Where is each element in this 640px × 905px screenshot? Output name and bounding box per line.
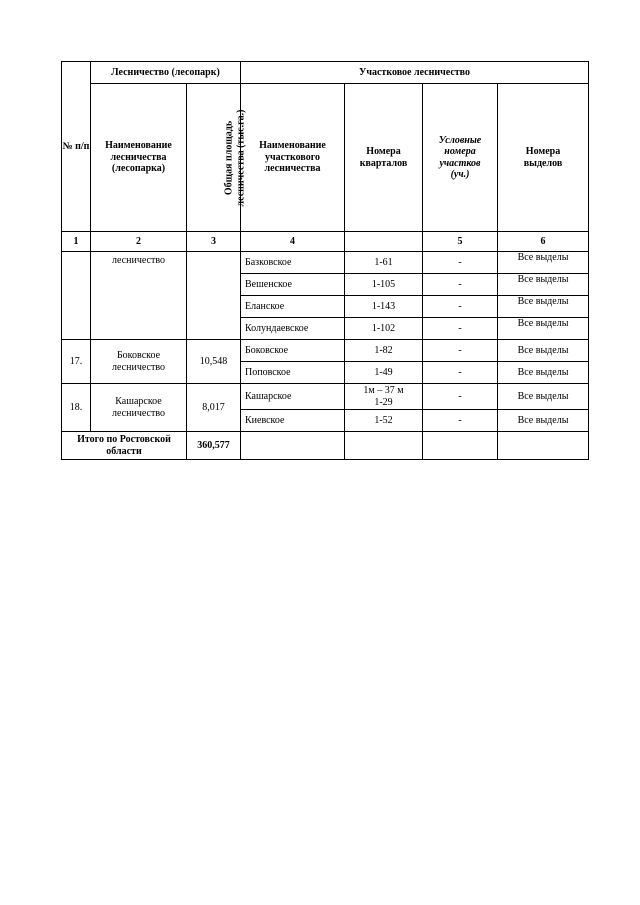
quarters-cell: 1-102 bbox=[345, 318, 423, 340]
conditional-cell: - bbox=[423, 410, 498, 432]
table-row bbox=[62, 340, 589, 362]
header-sections: Номера выделов bbox=[498, 84, 589, 232]
conditional-cell: - bbox=[423, 384, 498, 410]
quarters-line: 1м – 37 м bbox=[363, 385, 404, 396]
quarters-cell: 1-61 bbox=[345, 252, 423, 274]
district-name-cell: Базковское bbox=[241, 252, 345, 274]
header-quarters: Номера кварталов bbox=[345, 84, 423, 232]
column-number: 3 bbox=[187, 232, 241, 252]
empty-cell bbox=[498, 432, 589, 460]
column-number: 4 bbox=[241, 232, 345, 252]
header-total-area-line1: Общая площадь bbox=[223, 120, 235, 195]
forestry-name-cell: Кашарское лесничество bbox=[91, 384, 187, 432]
quarters-cell: 1-49 bbox=[345, 362, 423, 384]
total-label: Итого по Ростовской области bbox=[62, 432, 187, 460]
quarters-cell: 1-105 bbox=[345, 274, 423, 296]
forestry-area-cell: 8,017 bbox=[187, 384, 241, 432]
quarters-line: 1-29 bbox=[374, 396, 393, 408]
district-name-cell: Кашарское bbox=[241, 384, 345, 410]
table-row bbox=[62, 384, 589, 410]
column-number: 2 bbox=[91, 232, 187, 252]
sections-cell: Все выделы bbox=[498, 318, 589, 340]
conditional-cell: - bbox=[423, 274, 498, 296]
empty-cell bbox=[423, 432, 498, 460]
header-total-area-line2: лесничества (тыс.га.) bbox=[235, 109, 247, 206]
empty-cell bbox=[241, 432, 345, 460]
column-number bbox=[345, 232, 423, 252]
sections-cell: Все выделы bbox=[498, 274, 589, 296]
header-district-name: Наименование участкового лесничества bbox=[241, 84, 345, 232]
header-total-area bbox=[187, 84, 247, 232]
column-numbers-row bbox=[62, 232, 589, 252]
forestry-name-cell: лесничество bbox=[91, 252, 187, 340]
header-forestry-group: Лесничество (лесопарк) bbox=[91, 62, 241, 84]
column-number: 1 bbox=[62, 232, 91, 252]
header-conditional: Условные номера участков (уч.) bbox=[423, 84, 498, 232]
total-row bbox=[62, 432, 589, 460]
header-no bbox=[62, 62, 91, 232]
column-number: 6 bbox=[498, 232, 589, 252]
column-number: 5 bbox=[423, 232, 498, 252]
header-district-group: Участковое лесничество bbox=[241, 62, 589, 84]
conditional-cell: - bbox=[423, 296, 498, 318]
row-no: 17. bbox=[62, 340, 91, 384]
sections-cell: Все выделы bbox=[498, 296, 589, 318]
sections-cell: Все выделы bbox=[498, 384, 589, 410]
sections-cell: Все выделы bbox=[498, 362, 589, 384]
conditional-cell: - bbox=[423, 252, 498, 274]
conditional-cell: - bbox=[423, 340, 498, 362]
district-name-cell: Киевское bbox=[241, 410, 345, 432]
sections-cell: Все выделы bbox=[498, 252, 589, 274]
district-name-cell: Еланское bbox=[241, 296, 345, 318]
district-name-cell: Вешенское bbox=[241, 274, 345, 296]
district-name-cell: Боковское bbox=[241, 340, 345, 362]
row-no bbox=[62, 252, 91, 340]
quarters-cell: 1-82 bbox=[345, 340, 423, 362]
forestry-area-cell: 10,548 bbox=[187, 340, 241, 384]
forestry-name-cell: Боковское лесничество bbox=[91, 340, 187, 384]
forestry-table bbox=[61, 61, 589, 460]
total-area: 360,577 bbox=[187, 432, 241, 460]
conditional-cell: - bbox=[423, 362, 498, 384]
sections-cell: Все выделы bbox=[498, 410, 589, 432]
header-forestry-name: Наименование лесничества (лесопарка) bbox=[91, 84, 187, 232]
conditional-cell: - bbox=[423, 318, 498, 340]
district-name-cell: Колундаевское bbox=[241, 318, 345, 340]
district-name-cell: Поповское bbox=[241, 362, 345, 384]
quarters-cell: 1-52 bbox=[345, 410, 423, 432]
sections-cell: Все выделы bbox=[498, 340, 589, 362]
quarters-cell: 1-143 bbox=[345, 296, 423, 318]
header-no-text: № п/п bbox=[62, 140, 90, 152]
quarters-cell bbox=[345, 384, 423, 410]
table-row bbox=[62, 252, 589, 274]
row-no: 18. bbox=[62, 384, 91, 432]
forestry-area-cell bbox=[187, 252, 241, 340]
empty-cell bbox=[345, 432, 423, 460]
header-total-area-text bbox=[223, 109, 247, 206]
